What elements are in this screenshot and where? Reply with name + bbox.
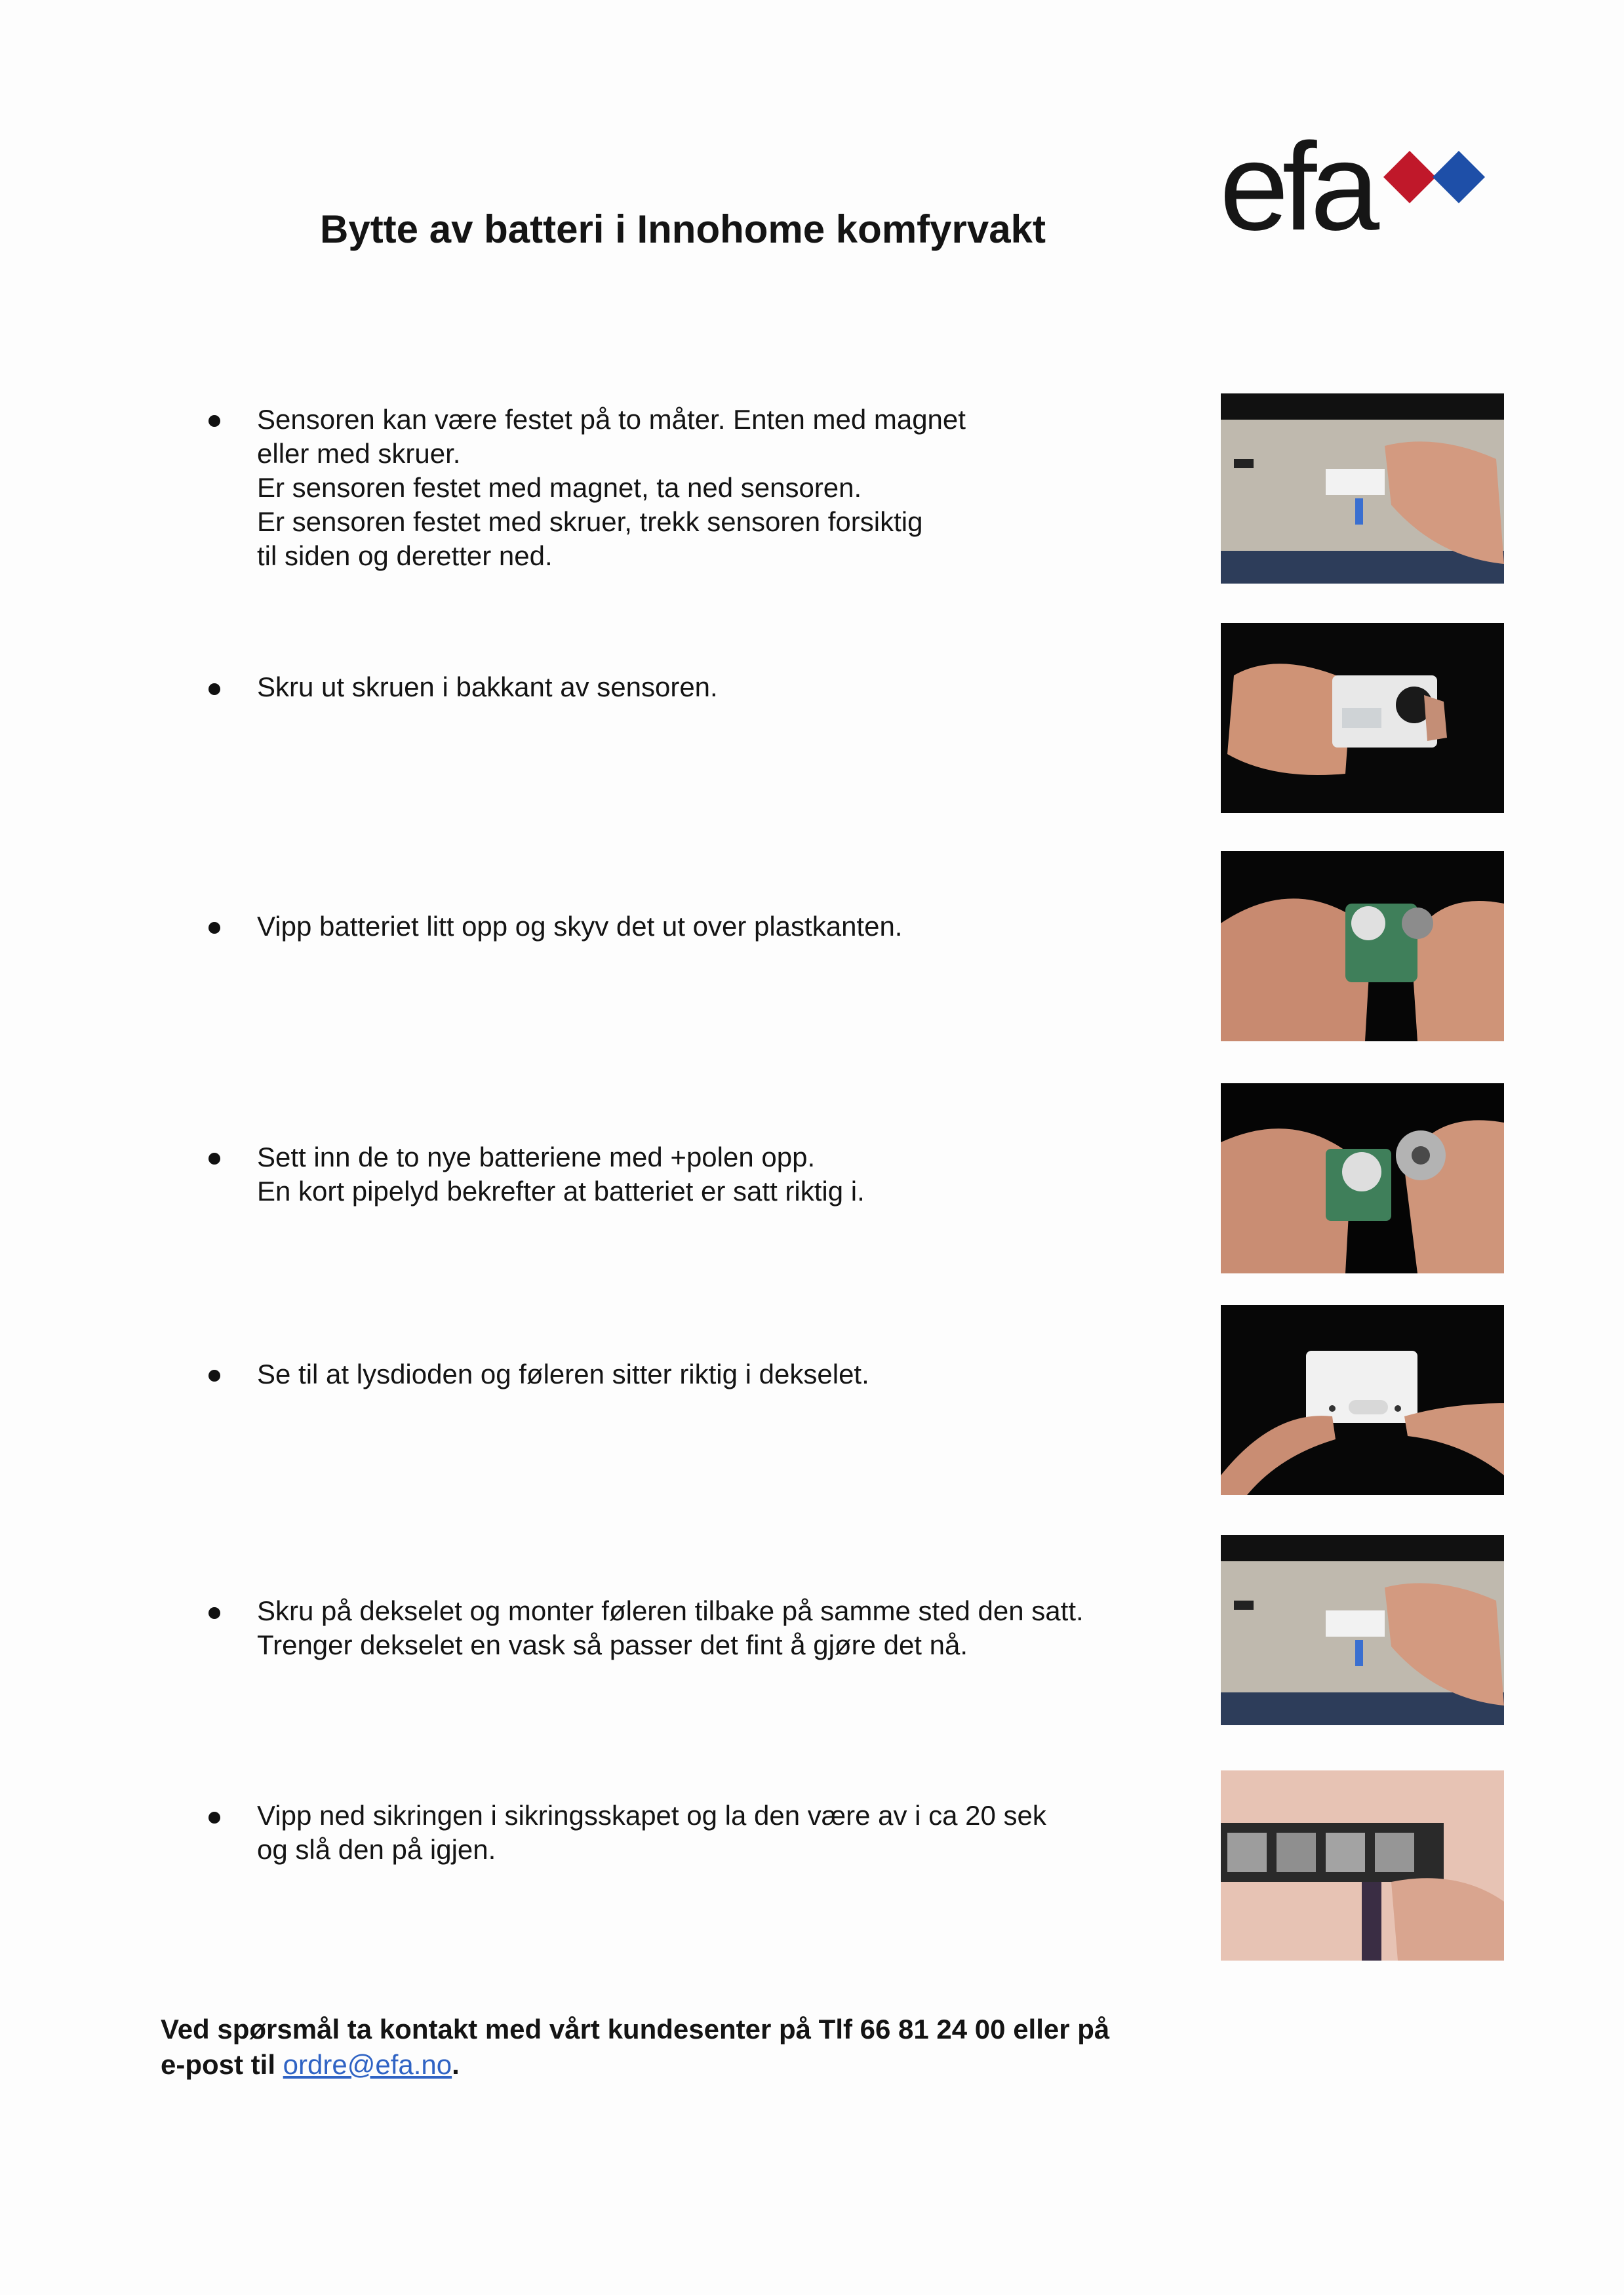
step-1-photo [1221, 393, 1504, 584]
step-line: Sett inn de to nye batteriene med +polen opp. [257, 1142, 816, 1172]
footer-email-suffix: . [452, 2049, 460, 2080]
step-6-text [257, 1594, 1188, 1662]
step-4-text [257, 1140, 1188, 1208]
step-line: og slå den på igjen. [257, 1834, 496, 1865]
bullet-icon [208, 1812, 220, 1824]
step-2-text [257, 670, 1188, 704]
step-line: Skru ut skruen i bakkant av sensoren. [257, 671, 718, 702]
step-line: Se til at lysdioden og føleren sitter riktig i dekselet. [257, 1359, 869, 1389]
step-line: til siden og deretter ned. [257, 540, 553, 571]
step-3-photo [1221, 851, 1504, 1041]
step-1-text [257, 403, 1188, 573]
logo-diamonds-icon [1380, 144, 1511, 216]
step-line: Er sensoren festet med magnet, ta ned sensoren. [257, 472, 862, 503]
step-7-photo [1221, 1770, 1504, 1961]
bullet-icon [208, 1370, 220, 1382]
step-5-photo [1221, 1305, 1504, 1495]
step-5-text [257, 1357, 1188, 1391]
step-4-photo [1221, 1083, 1504, 1273]
bullet-icon [208, 683, 220, 695]
step-line: Sensoren kan være festet på to måter. Enten med magnet [257, 404, 966, 435]
step-6-photo [1221, 1535, 1504, 1725]
footer-line-2 [161, 2047, 1109, 2083]
step-line: Trenger dekselet en vask så passer det fint å gjøre det nå. [257, 1629, 968, 1660]
logo-wordmark: efa [1219, 117, 1374, 256]
bullet-icon [208, 415, 220, 427]
step-7-text [257, 1799, 1188, 1867]
footer-email-prefix: e-post til [161, 2049, 283, 2080]
contact-footer [161, 2012, 1109, 2083]
step-line: Vipp ned sikringen i sikringsskapet og la den være av i ca 20 sek [257, 1800, 1046, 1831]
step-2-photo [1221, 623, 1504, 813]
step-line: Er sensoren festet med skruer, trekk sensoren forsiktig [257, 506, 923, 537]
step-line: eller med skruer. [257, 438, 461, 469]
step-line: En kort pipelyd bekrefter at batteriet er satt riktig i. [257, 1176, 865, 1207]
footer-line-1: Ved spørsmål ta kontakt med vårt kundesenter på Tlf 66 81 24 00 eller på [161, 2014, 1110, 2045]
email-link[interactable]: ordre@efa.no [283, 2049, 452, 2080]
step-line: Skru på dekselet og monter føleren tilbake på samme sted den satt. [257, 1595, 1084, 1626]
bullet-icon [208, 1153, 220, 1165]
document-title: Bytte av batteri i Innohome komfyrvakt [320, 207, 1046, 251]
bullet-icon [208, 1607, 220, 1619]
step-line: Vipp batteriet litt opp og skyv det ut over plastkanten. [257, 911, 903, 942]
bullet-icon [208, 922, 220, 934]
step-3-text [257, 909, 1188, 944]
efa-logo [1219, 117, 1515, 262]
